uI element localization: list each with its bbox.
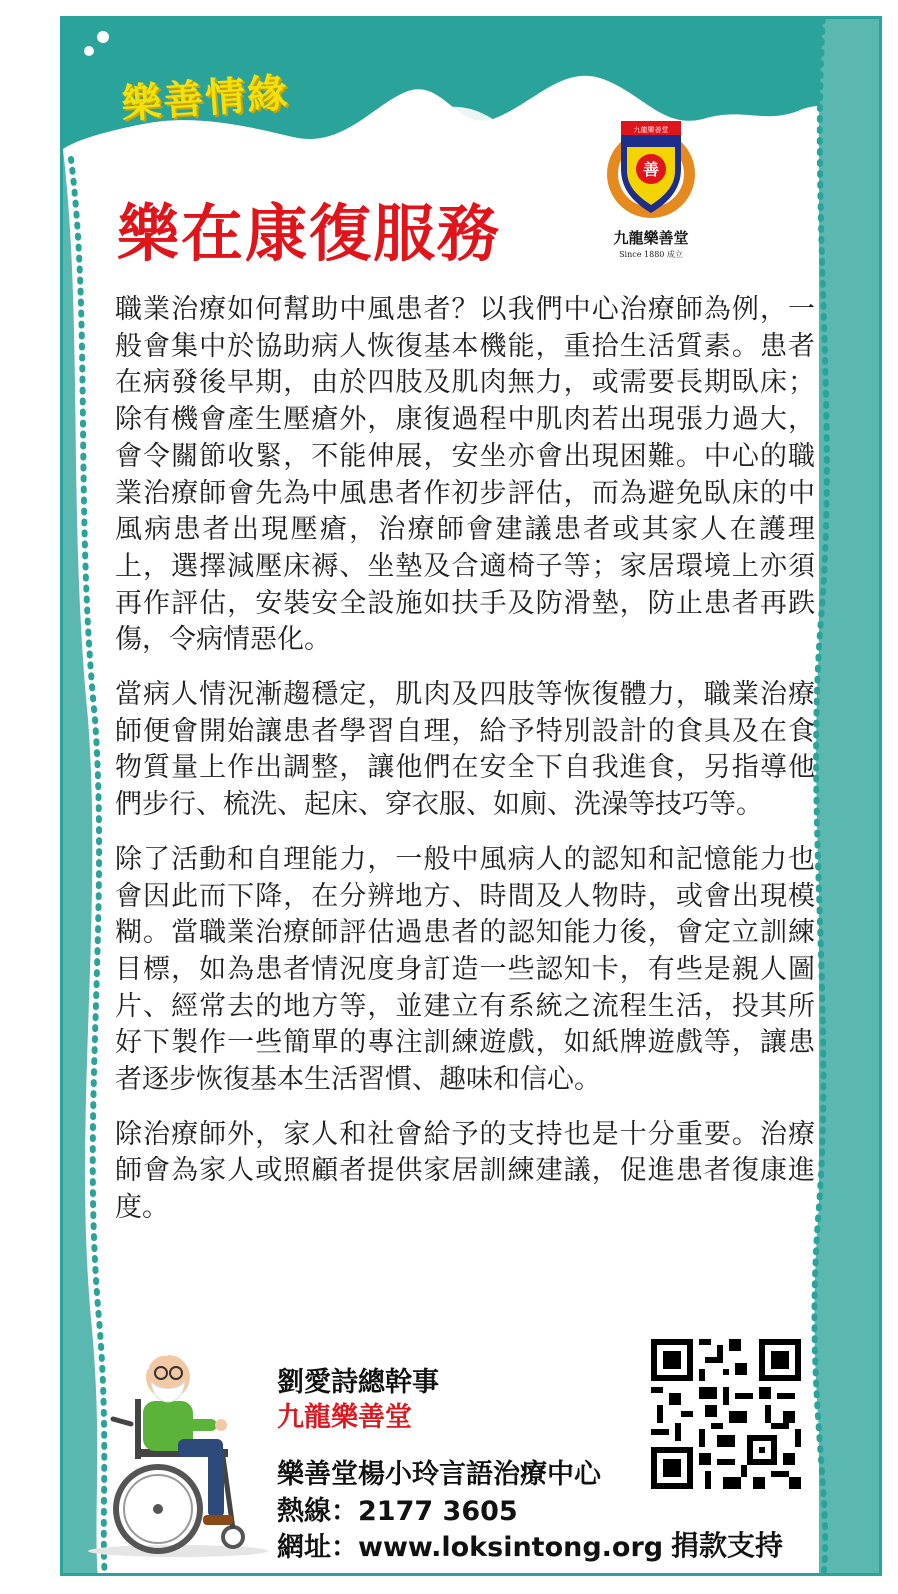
donation-qr-code[interactable] [651,1339,801,1489]
website-link[interactable]: 網址：www.loksintong.org [277,1532,664,1563]
paragraph: 除了活動和自理能力，一般中風病人的認知和記憶能力也會因此而下降，在分辨地方、時間及人物時，或會出現模糊。當職業治療師評估過患者的認知能力後，會定立訓練目標，如為患者情況度身訂造一些認知卡，有些是親人圖片、經常去的地方等，並建立有系統之流程生活，投其所好下製作一些簡單的專注訓練遊戲，如紙牌遊戲等，讓患者逐步恢復基本生活習慣、趣味和信心。 [115,843,815,1096]
crest-icon [596,109,706,227]
paragraph: 除治療師外，家人和社會給予的支持也是十分重要。治療師會為家人或照顧者提供家居訓練建議，促進患者復康進度。 [115,1118,815,1224]
author-name: 劉愛詩總幹事 [277,1367,439,1398]
author-org: 九龍樂善堂 [277,1402,412,1433]
center-name: 樂善堂楊小玲言語治療中心 [277,1459,601,1490]
hotline: 熱線：2177 3605 [277,1496,518,1527]
qr-caption: 捐款支持 [670,1529,783,1562]
banner-title: 樂善情緣 [119,70,291,128]
lok-sin-tong-logo [596,109,706,269]
svg-text:善: 善 [642,160,660,179]
paragraph: 當病人情況漸趨穩定，肌肉及四肢等恢復體力，職業治療師便會開始讓患者學習自理，給予特別設計的食具及在食物質量上作出調整，讓他們在安全下自我進食，另指導他們步行、梳洗、起床、穿衣服、如廁、洗澡等技巧等。 [115,679,815,821]
logo-name: 九龍樂善堂 [613,229,689,247]
svg-text:九龍樂善堂: 九龍樂善堂 [633,126,669,134]
article-body [115,292,815,1245]
paragraph: 職業治療如何幫助中風患者？以我們中心治療師為例，一般會集中於協助病人恢復基本機能，重拾生活質素。患者在病發後早期，由於四肢及肌肉無力，或需要長期臥床；除有機會產生壓瘡外，康復過程中肌肉若出現張力過大，會令關節收緊，不能伸展，安坐亦會出現困難。中心的職業治療師會先為中風患者作初步評估，而為避免臥床的中風病患者出現壓瘡，治療師會建議患者或其家人在護理上，選擇減壓床褥、坐墊及合適椅子等；家居環境上亦須再作評估，安裝安全設施如扶手及防滑墊，防止患者再跌傷，令病情惡化。 [115,294,815,656]
article-frame [60,16,882,1576]
wheelchair-elder-illustration [83,1339,273,1559]
logo-since: Since 1880 成立 [619,250,683,259]
article-title: 樂在康復服務 [117,197,502,270]
